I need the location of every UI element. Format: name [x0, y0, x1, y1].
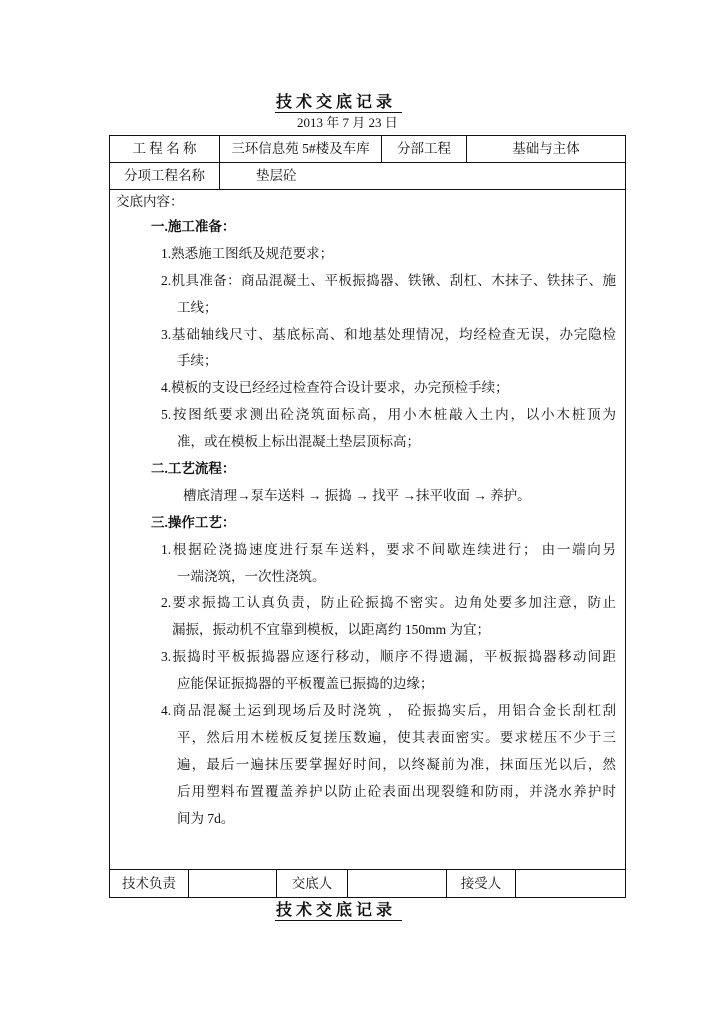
content-line: 漏振，振动机不宜靠到模板，以距离约 150mm 为宜； [172, 622, 491, 638]
division-label: 分部工程 [382, 136, 467, 163]
division-value: 基础与主体 [467, 136, 625, 163]
content-line: 后用塑料布置覆盖养护以防止砼表面出现裂缝和防雨，并浇水养护时 [177, 783, 616, 799]
content-line: 间为 7d。 [177, 810, 235, 826]
content-label: 交底内容： [116, 194, 184, 209]
discloser-label: 交底人 [277, 870, 348, 897]
content-line: 2.机具准备：商品混凝土、平板振捣器、铁锹、刮杠、木抹子、铁抹子、施 [161, 272, 616, 288]
content-line: 工线； [177, 299, 218, 315]
content-line: 4.商品混凝土运到现场后及时浇筑 ， 砼振捣实后，用铝合金长刮杠刮 [161, 703, 616, 719]
content-line: 5.按图纸要求测出砼浇筑面标高，用小木桩敲入土内，以小木桩顶为 [161, 407, 616, 423]
content-line: 4.模板的支设已经经过检查符合设计要求，办完预检手续； [161, 380, 509, 396]
next-page-title-text: 技 术 交 底 记 录 [275, 902, 402, 921]
document-title-text: 技 术 交 底 记 录 [275, 94, 402, 113]
subitem-label: 分项工程名称 [110, 163, 220, 190]
disclosure-content [110, 190, 625, 870]
section-heading: 一.施工准备： [151, 219, 236, 234]
discloser-signature-cell [348, 870, 447, 897]
content-line: 准，或在模板上标出混凝土垫层顶标高； [177, 434, 420, 450]
section-heading: 三.操作工艺： [151, 514, 236, 530]
process-flow: 槽底清理→泵车送料 → 振捣 → 找平 →抹平收面 → 养护。 [183, 487, 531, 503]
record-table [109, 135, 626, 898]
receiver-signature-cell [516, 870, 625, 897]
section-heading: 二.工艺流程： [151, 461, 236, 477]
content-line: 3.基础轴线尺寸、基底标高、和地基处理情况，均经检查无误，办完隐检 [161, 326, 616, 342]
content-line: 一端浇筑，一次性浇筑。 [177, 568, 326, 584]
subitem-value: 垫层砼 [220, 163, 625, 190]
content-line: 平，然后用木槎板反复搓压数遍，使其表面密实。要求槎压不少于三 [177, 729, 616, 745]
content-line: 1.根据砼浇捣速度进行泵车送料，要求不间歇连续进行； 由一端向另 [161, 541, 616, 557]
content-line: 应能保证振捣器的平板覆盖已振捣的边缘； [177, 676, 434, 692]
document-date: 2013 年 7 月 23 日 [297, 115, 398, 130]
content-line: 遍，最后一遍抹压要掌握好时间，以终凝前为准，抹面压光以后，然 [177, 756, 616, 772]
tech-lead-label: 技术负责 [110, 870, 189, 897]
project-name-value: 三环信息苑 5#楼及车库 [220, 136, 382, 163]
content-line: 1.熟悉施工图纸及规范要求； [161, 245, 334, 261]
content-line: 手续； [177, 353, 218, 369]
content-line: 3.振捣时平板振捣器应逐行移动，顺序不得遗漏，平板振捣器移动间距 [161, 649, 616, 665]
receiver-label: 接受人 [447, 870, 516, 897]
tech-lead-signature-cell [189, 870, 277, 897]
content-line: 2.要求振捣工认真负责，防止砼振捣不密实。边角处要多加注意，防止 [161, 595, 616, 611]
next-page-title [275, 901, 402, 921]
project-name-label: 工 程 名 称 [110, 136, 220, 163]
document-title [275, 93, 402, 113]
